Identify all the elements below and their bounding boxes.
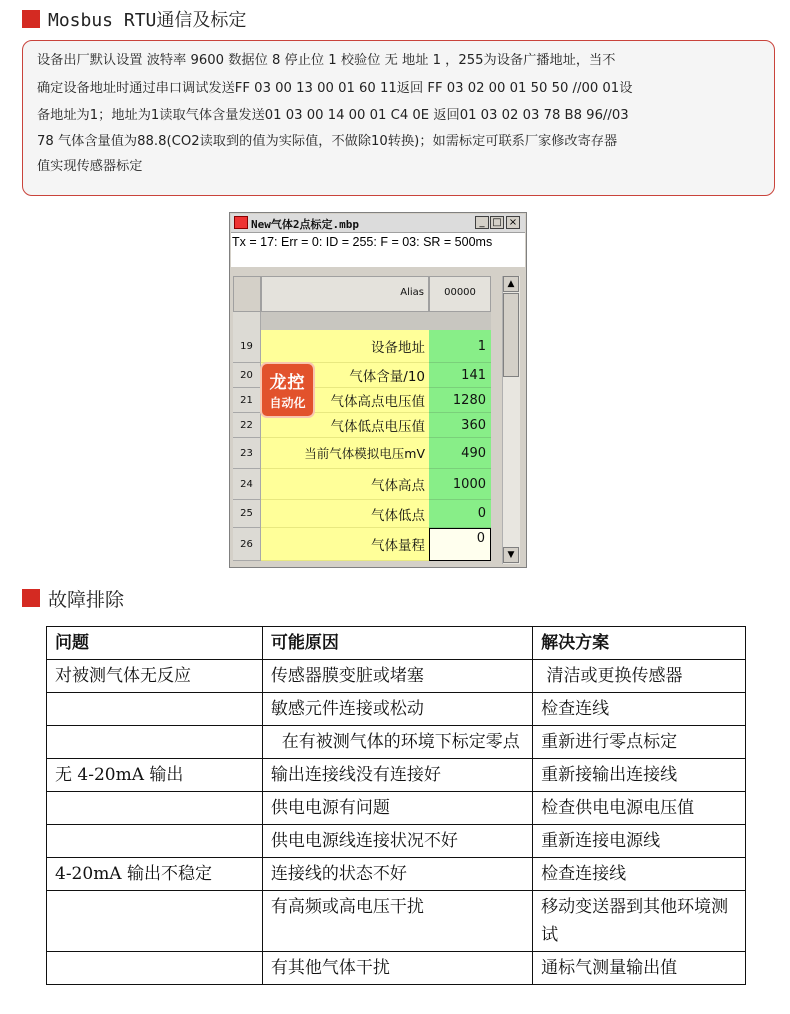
table-row [47,726,746,759]
watermark-logo [260,362,315,418]
problem-cell: 对被测气体无反应 [47,660,263,693]
solution-cell: 清洁或更换传感器 [533,660,746,693]
corner-header [233,276,261,312]
problem-cell [47,792,263,825]
cause-cell: 在有被测气体的环境下标定零点 [262,726,532,759]
solution-cell: 重新接输出连接线 [533,759,746,792]
cause-cell: 供电电源有问题 [262,792,532,825]
row-number: 25 [233,500,261,528]
description-line: 78 气体含量值为88.8(CO2读取到的值为实际值，不做除10转换)；如需标定可联系厂家修改寄存器 [37,134,618,149]
row-number: 26 [233,528,261,561]
status-line [231,233,525,267]
description-box [22,40,775,196]
blank-row [261,312,491,330]
column-header: 问题 [47,627,263,660]
watermark-text: 自动化 [269,396,306,410]
scroll-up-icon[interactable]: ▲ [503,276,519,292]
description-line: 备地址为1；地址为1读取气体含量发送01 03 00 14 00 01 C4 0E 返回01 03 02 03 78 B8 96//03 [37,108,629,123]
row-number: 20 [233,363,261,388]
troubleshooting-table [46,626,746,985]
row-number: 19 [233,330,261,363]
modbus-section-header [22,8,246,30]
troubleshooting-section-header [22,587,124,609]
row-number: 21 [233,388,261,413]
table-header-row [47,627,746,660]
section-marker-icon [22,589,40,607]
column-header: 可能原因 [262,627,532,660]
register-label[interactable]: 气体低点电压值 [261,413,429,438]
window-titlebar[interactable] [231,214,525,233]
register-value[interactable]: 490 [429,438,491,469]
solution-cell: 重新进行零点标定 [533,726,746,759]
cause-cell: 有高频或高电压干扰 [262,891,532,952]
description-line: 值实现传感器标定 [37,159,143,174]
cause-cell: 敏感元件连接或松动 [262,693,532,726]
problem-cell [47,726,263,759]
column-header: 解决方案 [533,627,746,660]
status-text: Tx = 17: Err = 0: ID = 255: F = 03: SR = 500ms [232,235,493,249]
solution-cell: 检查连接线 [533,858,746,891]
table-row [47,952,746,985]
maximize-button[interactable]: □ [490,216,504,229]
solution-cell: 移动变送器到其他环境测试 [533,891,746,952]
troubleshooting-section-title: 故障排除 [48,588,125,611]
app-icon [234,216,248,229]
problem-cell [47,891,263,952]
description-line: 确定设备地址时通过串口调试发送FF 03 00 13 00 01 60 11返回 FF 03 02 00 01 50 50 //00 01设 [37,81,633,96]
register-label[interactable]: 气体高点电压值 [261,388,429,413]
table-row [47,891,746,952]
alias-column-header[interactable]: Alias [261,276,429,312]
value-column-header[interactable]: 00000 [429,276,491,312]
cause-cell: 输出连接线没有连接好 [262,759,532,792]
blank-row-header [233,312,261,330]
section-marker-icon [22,10,40,28]
watermark-text: 龙控 [269,373,306,393]
problem-cell: 无 4-20mA 输出 [47,759,263,792]
register-label[interactable]: 气体含量/10 [261,363,429,388]
register-value[interactable]: 1 [429,330,491,363]
register-value[interactable]: 1000 [429,469,491,500]
table-row [47,660,746,693]
cause-cell: 连接线的状态不好 [262,858,532,891]
register-value[interactable]: 141 [429,363,491,388]
table-row [47,825,746,858]
row-number: 23 [233,438,261,469]
problem-cell [47,825,263,858]
table-row [47,693,746,726]
table-row [47,792,746,825]
problem-cell: 4-20mA 输出不稳定 [47,858,263,891]
minimize-button[interactable]: _ [475,216,489,229]
register-value[interactable]: 1280 [429,388,491,413]
register-value[interactable]: 0 [429,500,491,528]
solution-cell: 检查连线 [533,693,746,726]
register-label[interactable]: 气体高点 [261,469,429,500]
vertical-scrollbar[interactable] [502,276,520,564]
solution-cell: 检查供电电源电压值 [533,792,746,825]
scroll-thumb[interactable] [503,293,519,377]
row-number: 22 [233,413,261,438]
register-value[interactable]: 360 [429,413,491,438]
cause-cell: 传感器膜变脏或堵塞 [262,660,532,693]
register-label[interactable]: 气体低点 [261,500,429,528]
register-label[interactable]: 设备地址 [261,330,429,363]
cause-cell: 供电电源线连接状况不好 [262,825,532,858]
window-title: New气体2点标定.mbp [251,218,359,231]
solution-cell: 通标气测量输出值 [533,952,746,985]
register-value-selected[interactable]: 0 [429,528,491,561]
table-row [47,759,746,792]
solution-cell: 重新连接电源线 [533,825,746,858]
description-line: 设备出厂默认设置 波特率 9600 数据位 8 停止位 1 校验位 无 地址 1 ，255为设备广播地址，当不 [37,53,616,68]
cause-cell: 有其他气体干扰 [262,952,532,985]
problem-cell [47,693,263,726]
close-button[interactable]: × [506,216,520,229]
register-label[interactable]: 当前气体模拟电压mV [261,438,429,469]
problem-cell [47,952,263,985]
row-number: 24 [233,469,261,500]
modbus-section-title: Mosbus RTU通信及标定 [48,10,247,31]
scroll-down-icon[interactable]: ▼ [503,547,519,563]
register-label[interactable]: 气体量程 [261,528,429,561]
table-row [47,858,746,891]
